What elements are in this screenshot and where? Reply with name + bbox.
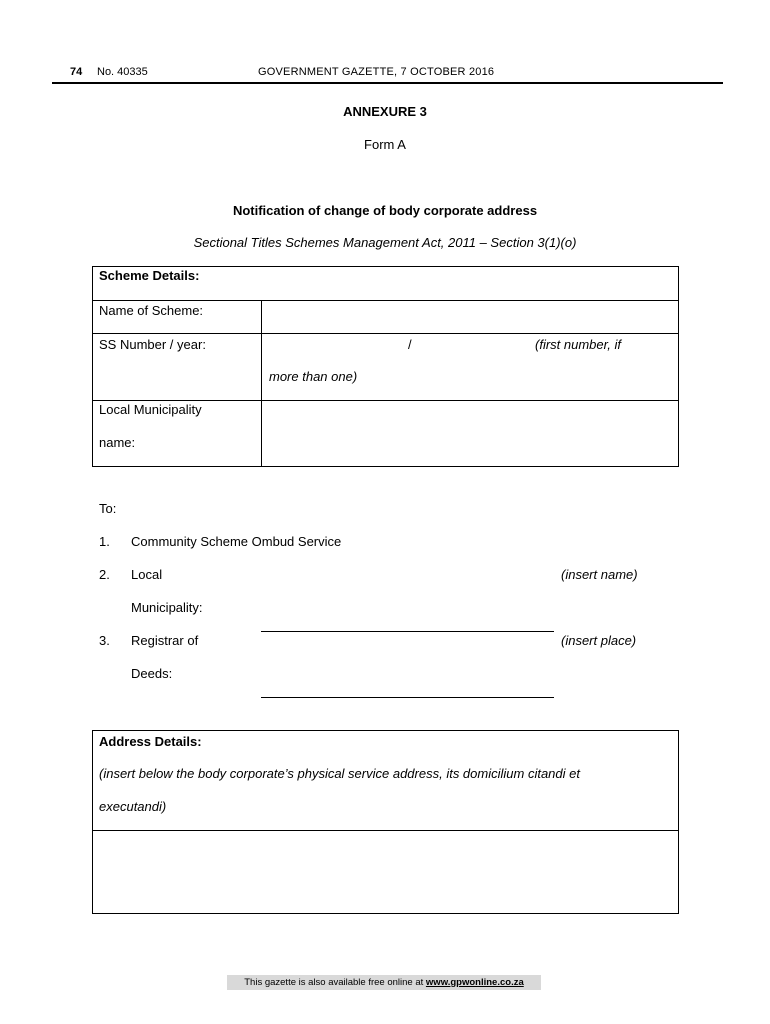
form-title: Form A: [364, 137, 406, 152]
recipient-2-number: 2.: [99, 567, 110, 582]
insert-name-note: (insert name): [561, 567, 638, 582]
to-label: To:: [99, 501, 117, 516]
recipient-2-text: Local: [131, 567, 163, 582]
ss-note-line1: (first number, if: [535, 337, 621, 352]
page-number: 74: [70, 66, 83, 78]
ss-number-label: SS Number / year:: [99, 337, 206, 352]
address-input-area[interactable]: [95, 832, 676, 912]
recipient-1-number: 1.: [99, 534, 110, 549]
municipality-name-line[interactable]: [261, 631, 554, 632]
insert-place-note: (insert place): [561, 633, 637, 648]
municipality-label-line1: Local Municipality: [99, 402, 202, 417]
table-column-divider: [261, 300, 262, 466]
municipality-name-field[interactable]: [263, 401, 676, 466]
address-instruction-line2: executandi): [99, 799, 167, 814]
ss-separator: /: [408, 337, 412, 352]
address-details-table: [92, 730, 679, 914]
annexure-title: ANNEXURE 3: [343, 104, 427, 119]
gazette-header-title: GOVERNMENT GAZETTE, 7 OCTOBER 2016: [258, 66, 495, 78]
recipient-3-text-line2: Deeds:: [131, 666, 173, 681]
footer-notice: [227, 975, 541, 990]
notification-title: Notification of change of body corporate address: [232, 203, 538, 218]
recipient-3-text: Registrar of: [131, 633, 199, 648]
deeds-place-line[interactable]: [261, 697, 554, 698]
scheme-details-heading: Scheme Details:: [99, 268, 200, 283]
gazette-issue-number: No. 40335: [97, 66, 148, 78]
recipient-1-text: Community Scheme Ombud Service: [131, 534, 342, 549]
recipient-3-number: 3.: [99, 633, 110, 648]
footer-link[interactable]: www.gpwonline.co.za: [425, 977, 524, 988]
header-rule: [52, 82, 723, 84]
scheme-name-field[interactable]: [263, 301, 676, 332]
footer-text: This gazette is also available free online at: [244, 977, 424, 988]
address-details-heading: Address Details:: [99, 734, 202, 749]
municipality-label-line2: name:: [99, 435, 136, 450]
address-instruction-line1: (insert below the body corporate’s physical service address, its domicilium citandi et: [99, 766, 580, 781]
scheme-name-label: Name of Scheme:: [99, 303, 204, 318]
table-divider: [93, 830, 678, 831]
recipient-2-text-line2: Municipality:: [131, 600, 203, 615]
scheme-details-table: [92, 266, 679, 467]
act-reference: Sectional Titles Schemes Management Act, 2011 – Section 3(1)(o): [193, 235, 577, 250]
ss-note-line2: more than one): [269, 369, 358, 384]
